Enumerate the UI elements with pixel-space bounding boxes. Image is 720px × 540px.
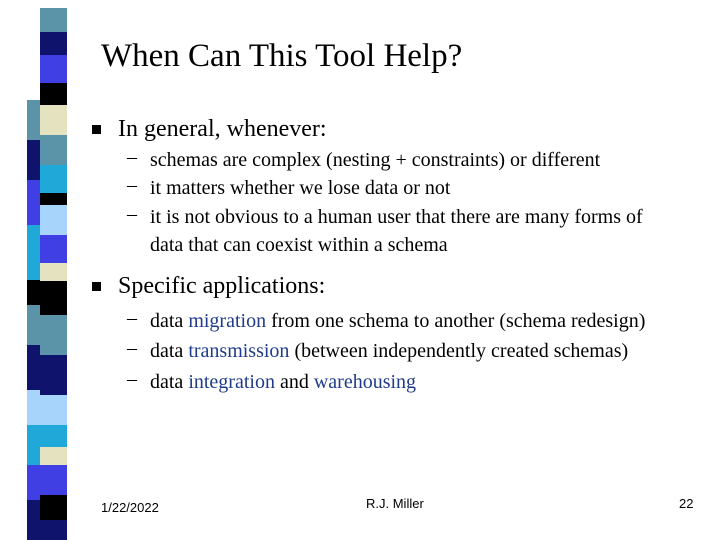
stripe-block	[27, 345, 40, 390]
highlight-term: transmission	[188, 340, 290, 362]
section-heading-general: In general, whenever:	[118, 116, 327, 142]
stripe-block	[27, 0, 40, 100]
dash-icon: –	[127, 174, 137, 196]
decorative-stripe	[27, 0, 67, 540]
stripe-block	[40, 8, 67, 32]
stripe-block	[40, 55, 67, 83]
highlight-term: warehousing	[313, 371, 417, 393]
stripe-block	[27, 225, 40, 280]
stripe-block	[40, 355, 67, 395]
item-text: data	[150, 371, 189, 393]
stripe-block	[27, 100, 40, 140]
stripe-block	[40, 32, 67, 55]
list-item: schemas are complex (nesting + constraints) or different	[150, 149, 601, 171]
stripe-block	[40, 465, 67, 495]
stripe-block	[40, 165, 67, 193]
stripe-block	[40, 447, 67, 465]
stripe-block	[27, 500, 40, 540]
stripe-block	[27, 390, 40, 425]
slide-title: When Can This Tool Help?	[101, 38, 463, 74]
list-item: it is not obvious to a human user that there are many forms of	[150, 206, 643, 228]
dash-icon: –	[127, 368, 137, 390]
stripe-block	[40, 235, 67, 263]
section-heading-applications: Specific applications:	[118, 273, 326, 299]
stripe-block	[27, 305, 40, 345]
stripe-block	[40, 281, 67, 315]
highlight-term: migration	[188, 310, 267, 332]
list-item	[150, 307, 645, 335]
stripe-block	[40, 263, 67, 281]
stripe-block	[40, 205, 67, 235]
bullet-square-icon	[92, 125, 101, 134]
stripe-block	[40, 105, 67, 135]
stripe-block	[27, 425, 40, 465]
stripe-block	[27, 280, 40, 305]
list-item-continuation: data that can coexist within a schema	[150, 234, 448, 256]
item-text: from one schema to another (schema redesign)	[266, 310, 646, 332]
stripe-block	[40, 83, 67, 105]
stripe-block	[40, 135, 67, 165]
stripe-block	[27, 140, 40, 180]
highlight-term: integration	[188, 371, 275, 393]
list-item	[150, 368, 416, 396]
stripe-block	[40, 0, 67, 8]
stripe-block	[40, 315, 67, 355]
bullet-square-icon	[92, 282, 101, 291]
stripe-block	[40, 425, 67, 447]
page-number: 22	[679, 496, 694, 511]
item-text: and	[274, 371, 314, 393]
dash-icon: –	[127, 146, 137, 168]
item-text: (between independently created schemas)	[289, 340, 629, 362]
list-item: it matters whether we lose data or not	[150, 177, 451, 199]
stripe-block	[27, 465, 40, 500]
footer-author: R.J. Miller	[366, 496, 424, 511]
footer-date: 1/22/2022	[101, 500, 159, 515]
stripe-block	[40, 520, 67, 540]
dash-icon: –	[127, 307, 137, 329]
stripe-block	[40, 395, 67, 425]
stripe-block	[40, 193, 67, 205]
dash-icon: –	[127, 203, 137, 225]
item-text: data	[150, 340, 189, 362]
item-text: data	[150, 310, 189, 332]
stripe-block	[40, 495, 67, 520]
list-item	[150, 337, 628, 365]
stripe-block	[27, 180, 40, 225]
dash-icon: –	[127, 337, 137, 359]
